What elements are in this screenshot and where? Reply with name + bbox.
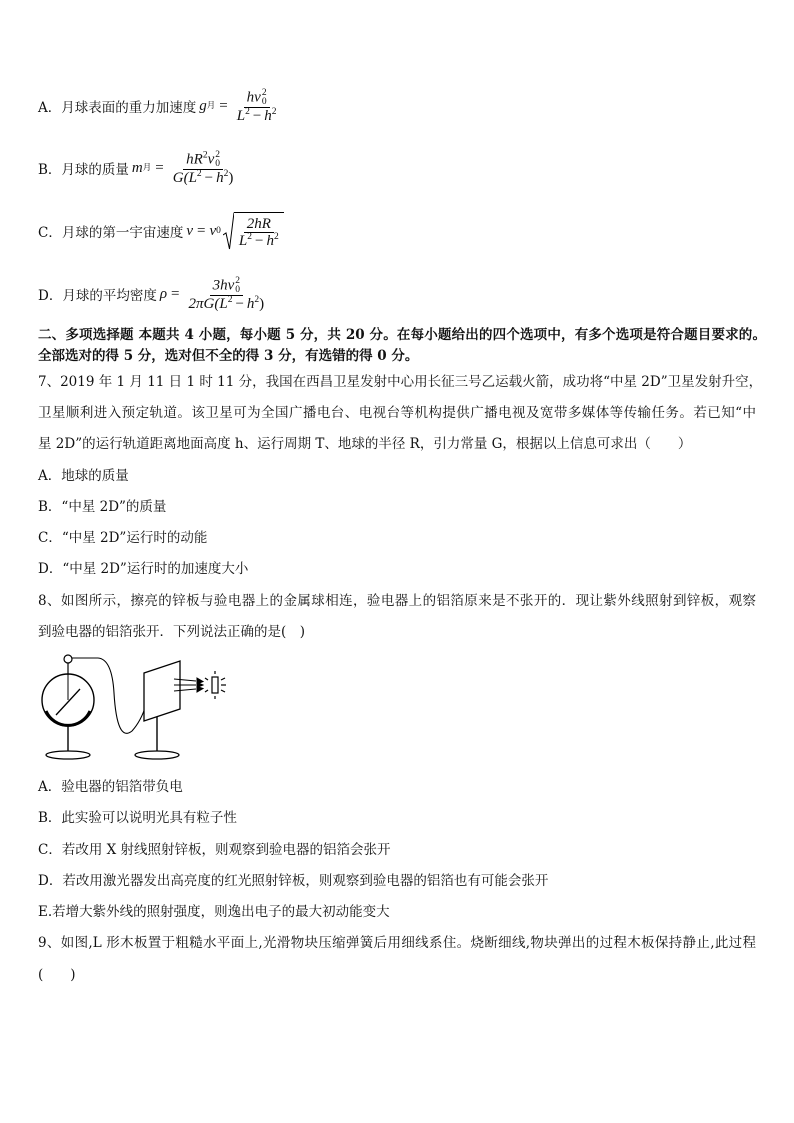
electroscope-base xyxy=(46,751,90,759)
q7-stem-line: 卫星顺利进入预定轨道。该卫星可为全国广播电台、电视台等机构提供广播电视及宽带多媒体等传输任务。若已知“中 xyxy=(38,405,756,421)
option-c-text: C．月球的第一宇宙速度 xyxy=(38,225,184,241)
q8-option-e: E.若增大紫外线的照射强度，则逸出电子的最大初动能变大 xyxy=(38,904,390,920)
q7-option-a: A．地球的质量 xyxy=(38,468,129,484)
electroscope-figure xyxy=(38,645,238,765)
fraction xyxy=(234,89,280,124)
option-d-text: D．月球的平均密度 xyxy=(38,288,157,304)
denominator-term: h xyxy=(266,233,274,249)
denominator-term: G(L xyxy=(172,169,197,186)
q8-option-a: A．验电器的铝箔带负电 xyxy=(38,779,183,795)
denominator-term: h xyxy=(216,169,224,186)
fraction xyxy=(236,216,282,249)
option-d-formula xyxy=(160,277,269,312)
electroscope-scale-arc xyxy=(46,711,90,725)
numerator xyxy=(183,151,223,170)
numerator xyxy=(244,89,270,108)
superscript: 2 xyxy=(215,149,220,160)
denominator xyxy=(236,233,282,249)
denominator-term: L xyxy=(238,233,248,249)
minus-sign: − xyxy=(235,295,244,312)
q8-option-c: C．若改用 X 射线照射锌板，则观察到验电器的铝箔会张开 xyxy=(38,842,391,858)
superscript: 2 xyxy=(202,149,208,160)
superscript: 2 xyxy=(247,232,252,242)
q9-stem-line: 9、如图,L 形木板置于粗糙水平面上,光滑物块压缩弹簧后用细线系住。烧断细线,物块弹出的过程木板保持静止,此过程 xyxy=(38,935,756,951)
numerator xyxy=(210,277,243,296)
numerator-term: 3hv xyxy=(212,276,235,293)
subscript: 0 xyxy=(215,158,220,169)
subscript: 0 xyxy=(235,284,241,295)
q7-stem-line: 7、2019 年 1 月 11 日 1 时 11 分，我国在西昌卫星发射中心用长征三号乙运载火箭，成功将“中星 2D”卫星发射升空， xyxy=(38,374,763,390)
equals-sign: = xyxy=(155,159,164,176)
numerator-term: hR xyxy=(186,150,203,167)
formula-variable: g xyxy=(199,97,207,114)
coefficient-variable: v xyxy=(209,222,217,239)
ultraviolet-lamp-icon xyxy=(205,671,226,699)
electroscope-knob xyxy=(64,655,72,663)
option-b-formula: m 月 = $hR^2v$ 2 0 $G(L^2 - h^2)$ xyxy=(132,151,238,186)
q8-stem-line: 8、如图所示，擦亮的锌板与验电器上的金属球相连，验电器上的铝箔原来是不张开的．现让紫外线照射到锌板，观察 xyxy=(38,593,756,609)
script-pair xyxy=(262,89,267,107)
subscript: 0 xyxy=(261,96,267,107)
denominator xyxy=(170,170,237,186)
superscript: 2 xyxy=(271,106,277,117)
denominator-term: h xyxy=(264,107,272,124)
option-a-formula: g 月 = hv 2 0 $L^2 - h^2$ xyxy=(199,89,281,124)
superscript: 2 xyxy=(273,232,279,242)
superscript: 2 xyxy=(227,294,233,305)
equals-sign: = xyxy=(197,222,206,239)
superscript: 2 xyxy=(245,106,250,117)
equals-sign: = xyxy=(219,97,228,114)
closing-paren: ) xyxy=(228,169,234,186)
numerator xyxy=(244,216,274,233)
superscript: 2 xyxy=(254,294,260,305)
denominator xyxy=(234,108,280,124)
superscript: 2 xyxy=(223,168,229,179)
fraction xyxy=(170,151,237,186)
q8-stem-line: 到验电器的铝箔张开．下列说法正确的是( ) xyxy=(38,624,306,640)
q7-option-d: D．“中星 2D”运行时的加速度大小 xyxy=(38,561,249,577)
q8-option-b: B．此实验可以说明光具有粒子性 xyxy=(38,810,237,826)
script-pair xyxy=(215,151,220,169)
radicand xyxy=(234,212,284,250)
numerator-term: v xyxy=(207,150,215,167)
formula-variable: v xyxy=(186,222,194,239)
superscript: 2 xyxy=(196,168,202,179)
option-b-text: B．月球的质量 xyxy=(38,162,129,178)
script-pair xyxy=(235,277,240,295)
superscript: 2 xyxy=(261,87,267,98)
zinc-plate-base xyxy=(135,751,179,759)
option-a-text: A．月球表面的重力加速度 xyxy=(38,100,197,116)
fraction xyxy=(186,277,268,312)
formula-variable: m xyxy=(131,159,143,176)
q7-option-c: C．“中星 2D”运行时的动能 xyxy=(38,530,208,546)
numerator-term: 2hR xyxy=(246,216,271,232)
section-header-line: 全部选对的得 5 分，选对但不全的得 3 分，有选错的得 0 分。 xyxy=(38,348,419,364)
square-root xyxy=(223,212,284,250)
denominator-term: h xyxy=(246,295,255,312)
section-header-line: 二、多项选择题 本题共 4 小题，每小题 5 分，共 20 分。在每小题给出的四个选项中，有多个选项是符合题目要求的。 xyxy=(38,327,766,343)
numerator-term: hv xyxy=(246,88,261,105)
connecting-wire xyxy=(72,658,146,733)
minus-sign: − xyxy=(255,233,264,249)
option-c-row xyxy=(38,209,284,253)
q7-stem-line: 星 2D”的运行轨道距离地面高度 h、运行周期 T、地球的半径 R，引力常量 G，根据以上信息可求出（ ） xyxy=(38,436,692,452)
equals-sign: = xyxy=(171,285,180,302)
option-c-formula: v = v 0 $\frac{2hR}{L^2 - h^2}$ xyxy=(186,212,283,250)
superscript: 2 xyxy=(235,275,241,286)
option-d-row xyxy=(38,272,269,316)
denominator-term: L xyxy=(236,107,246,124)
q8-option-d: D．若改用激光器发出高亮度的红光照射锌板，则观察到验电器的铝箔也有可能会张开 xyxy=(38,873,549,889)
option-b-row xyxy=(38,146,238,190)
minus-sign: − xyxy=(252,107,262,124)
radical-sign-icon xyxy=(223,212,234,250)
denominator-term: 2πG(L xyxy=(188,295,228,312)
q9-answer-blank: ( ) xyxy=(38,967,76,983)
q7-option-b: B．“中星 2D”的质量 xyxy=(38,499,167,515)
formula-variable: ρ xyxy=(159,285,168,302)
option-a-row xyxy=(38,84,282,128)
closing-paren: ) xyxy=(259,295,265,312)
minus-sign: − xyxy=(204,169,214,186)
denominator xyxy=(186,296,268,312)
